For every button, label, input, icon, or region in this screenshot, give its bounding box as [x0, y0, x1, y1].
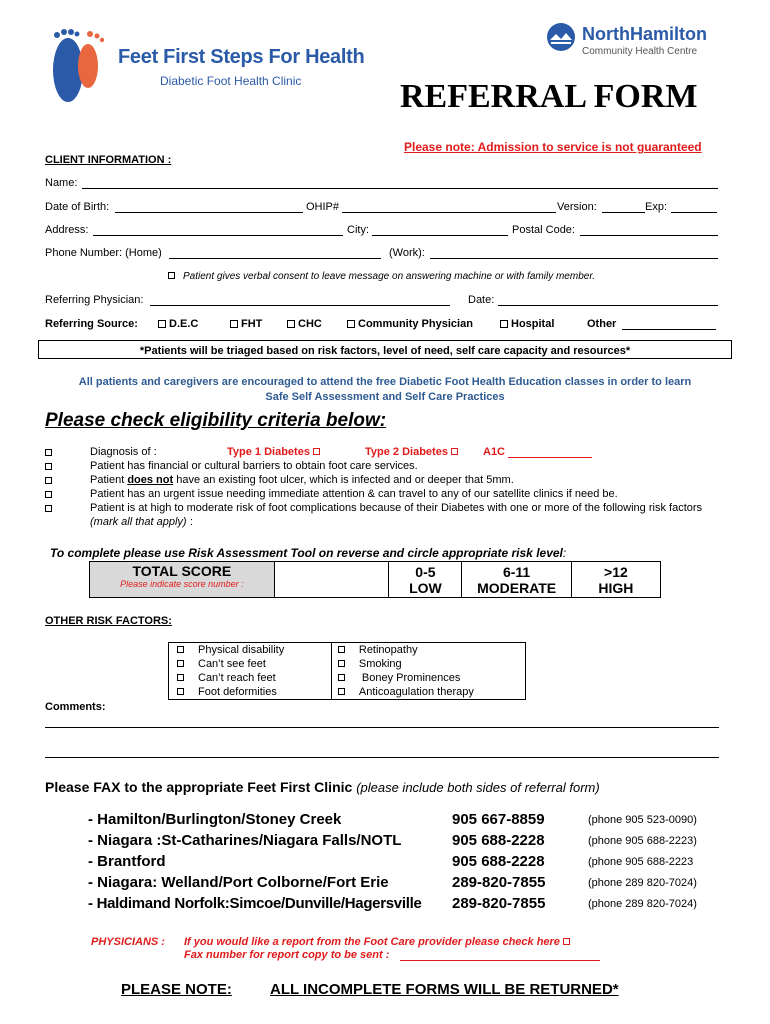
- other-risk-table: [168, 642, 526, 700]
- fht-checkbox[interactable]: [230, 320, 238, 328]
- criterion-urgent: Patient has an urgent issue needing immediate attention & can travel to any of our satellite clinics if need be.: [45, 488, 745, 502]
- dob-field[interactable]: [115, 212, 303, 213]
- form-title: REFERRAL FORM: [400, 78, 698, 115]
- other-risk-heading: OTHER RISK FACTORS:: [45, 615, 172, 627]
- source-hospital[interactable]: Hospital: [500, 318, 554, 330]
- comments-label: Comments:: [45, 701, 106, 713]
- barriers-checkbox[interactable]: [45, 463, 52, 470]
- high-risk-checkbox[interactable]: [45, 505, 52, 512]
- dob-label: Date of Birth:: [45, 201, 110, 213]
- source-dec[interactable]: D.E.C: [158, 318, 198, 330]
- source-other-field[interactable]: [622, 329, 716, 330]
- triage-box: [38, 340, 732, 359]
- risk-retinopathy[interactable]: Retinopathy: [338, 643, 525, 657]
- source-community-physician[interactable]: Community Physician: [347, 318, 473, 330]
- fax-heading: Please FAX to the appropriate Feet First Clinic (please include both sides of referral form): [45, 779, 600, 795]
- footprints-icon: [44, 26, 114, 106]
- clinic-row: - Niagara: Welland/Port Colborne/Fort Erie 289-820-7855 (phone 289 820-7024): [88, 874, 697, 891]
- urgent-checkbox[interactable]: [45, 491, 52, 498]
- consent-text: Patient gives verbal consent to leave message on answering machine or with family member.: [183, 271, 596, 282]
- ohip-field[interactable]: [342, 212, 556, 213]
- risk-low[interactable]: 0-5 LOW: [389, 562, 462, 598]
- date-label: Date:: [468, 294, 495, 306]
- report-checkbox[interactable]: [563, 938, 570, 945]
- physicians-label: PHYSICIANS :: [91, 936, 165, 948]
- physicians-report-line: If you would like a report from the Foot Care provider please check here: [184, 936, 570, 948]
- address-label: Address:: [45, 224, 89, 236]
- indicate-score-label: Please indicate score number :: [120, 579, 244, 589]
- name-field[interactable]: [82, 188, 718, 189]
- community-physician-checkbox[interactable]: [347, 320, 355, 328]
- clinic-row: - Hamilton/Burlington/Stoney Creek 905 667-8859 (phone 905 523-0090): [88, 811, 697, 828]
- risk-cant-reach-feet[interactable]: Can’t reach feet: [177, 671, 331, 685]
- phone-home-label: Phone Number: (Home): [45, 247, 162, 259]
- risk-moderate[interactable]: 6-11 MODERATE: [462, 562, 571, 598]
- feet-first-logo: [44, 26, 365, 106]
- brand-subtitle: Diabetic Foot Health Clinic: [160, 74, 302, 88]
- partner-name: NorthHamilton: [582, 24, 707, 44]
- triage-note: *Patients will be triaged based on risk factors, level of need, self care capacity and resources*: [139, 345, 631, 357]
- version-field[interactable]: [602, 212, 645, 213]
- risk-instruction: To complete please use Risk Assessment Tool on reverse and circle appropriate risk level:: [50, 546, 567, 560]
- score-input-cell[interactable]: [274, 562, 389, 598]
- clinic-row: - Haldimand Norfolk:Simcoe/Dunville/Hagersville 289-820-7855 (phone 289 820-7024): [88, 895, 697, 912]
- clinic-row: - Brantford 905 688-2228 (phone 905 688-2223: [88, 853, 694, 870]
- education-line-2: Safe Self Assessment and Self Care Practices: [265, 391, 505, 403]
- criterion-no-ulcer: Patient does not have an existing foot ulcer, which is infected and or deeper that 5mm.: [45, 474, 745, 488]
- type1-checkbox[interactable]: [313, 448, 320, 455]
- phone-work-label: (Work):: [389, 247, 425, 259]
- diagnosis-label: Diagnosis of :: [90, 446, 157, 458]
- address-field[interactable]: [93, 235, 343, 236]
- name-label: Name:: [45, 177, 78, 189]
- total-score-cell: [90, 562, 275, 598]
- eligibility-heading: Please check eligibility criteria below:: [45, 410, 387, 431]
- partner-subtitle: Community Health Centre: [582, 46, 698, 57]
- postal-field[interactable]: [580, 235, 718, 236]
- eligibility-list: [45, 446, 745, 530]
- source-chc[interactable]: CHC: [287, 318, 322, 330]
- clinic-list: [88, 811, 728, 916]
- type2-checkbox[interactable]: [451, 448, 458, 455]
- risk-smoking[interactable]: Smoking: [338, 657, 525, 671]
- version-label: Version:: [557, 201, 597, 213]
- ref-physician-label: Referring Physician:: [45, 294, 144, 306]
- postal-label: Postal Code:: [512, 224, 575, 236]
- footer-incomplete: ALL INCOMPLETE FORMS WILL BE RETURNED*: [270, 981, 619, 998]
- north-hamilton-logo: [546, 22, 746, 62]
- globe-icon: [546, 22, 576, 52]
- ref-physician-field[interactable]: [150, 305, 450, 306]
- source-other-label: Other: [587, 318, 617, 330]
- clinic-row: - Niagara :St-Catharines/Niagara Falls/NOTL 905 688-2228 (phone 905 688-2223): [88, 832, 697, 849]
- phone-home-field[interactable]: [169, 258, 381, 259]
- dec-checkbox[interactable]: [158, 320, 166, 328]
- criterion-barriers: Patient has financial or cultural barriers to obtain foot care services.: [45, 460, 745, 474]
- exp-field[interactable]: [671, 212, 717, 213]
- no-ulcer-checkbox[interactable]: [45, 477, 52, 484]
- hospital-checkbox[interactable]: [500, 320, 508, 328]
- diagnosis-checkbox[interactable]: [45, 449, 52, 456]
- ref-source-label: Referring Source:: [45, 318, 138, 330]
- type2-option[interactable]: Type 2 Diabetes: [365, 446, 458, 458]
- date-field[interactable]: [498, 305, 718, 306]
- education-line-1: All patients and caregivers are encouraged to attend the free Diabetic Foot Health Education classes in order to learn: [78, 376, 692, 388]
- chc-checkbox[interactable]: [287, 320, 295, 328]
- admission-note: Please note: Admission to service is not guaranteed: [404, 140, 702, 154]
- city-field[interactable]: [372, 235, 508, 236]
- report-fax-field[interactable]: [400, 960, 600, 961]
- comments-line-2[interactable]: [45, 757, 719, 758]
- type1-option[interactable]: Type 1 Diabetes: [227, 446, 320, 458]
- risk-high[interactable]: >12 HIGH: [571, 562, 660, 598]
- education-note: [0, 376, 770, 403]
- total-score-label: TOTAL SCORE: [132, 563, 232, 579]
- ohip-label: OHIP#: [306, 201, 340, 213]
- exp-label: Exp:: [645, 201, 668, 213]
- criterion-diagnosis: [45, 446, 745, 460]
- consent-row: [168, 271, 595, 282]
- city-label: City:: [347, 224, 369, 236]
- phone-work-field[interactable]: [430, 258, 718, 259]
- risk-cant-see-feet[interactable]: Can’t see feet: [177, 657, 331, 671]
- a1c-field[interactable]: [508, 457, 592, 458]
- risk-anticoagulation[interactable]: Anticoagulation therapy: [338, 685, 525, 699]
- risk-foot-deformities[interactable]: Foot deformities: [177, 685, 331, 699]
- criterion-high-risk: Patient is at high to moderate risk of foot complications because of their Diabetes with one or more of the following risk factors (mark all that apply) :: [45, 502, 745, 530]
- source-fht[interactable]: FHT: [230, 318, 262, 330]
- risk-table: [89, 561, 661, 598]
- consent-checkbox[interactable]: [168, 272, 175, 279]
- risk-factors-right: [331, 643, 525, 700]
- risk-factors-left: [169, 643, 332, 700]
- a1c-label: A1C: [483, 446, 506, 458]
- physicians-fax-line: Fax number for report copy to be sent :: [184, 949, 390, 961]
- client-info-heading: CLIENT INFORMATION :: [45, 154, 172, 166]
- footer-note: PLEASE NOTE:: [121, 981, 232, 998]
- risk-boney-prominences[interactable]: Boney Prominences: [338, 671, 525, 685]
- comments-line-1[interactable]: [45, 727, 719, 728]
- risk-physical-disability[interactable]: Physical disability: [177, 643, 331, 657]
- brand-name: Feet First Steps For Health: [118, 46, 365, 68]
